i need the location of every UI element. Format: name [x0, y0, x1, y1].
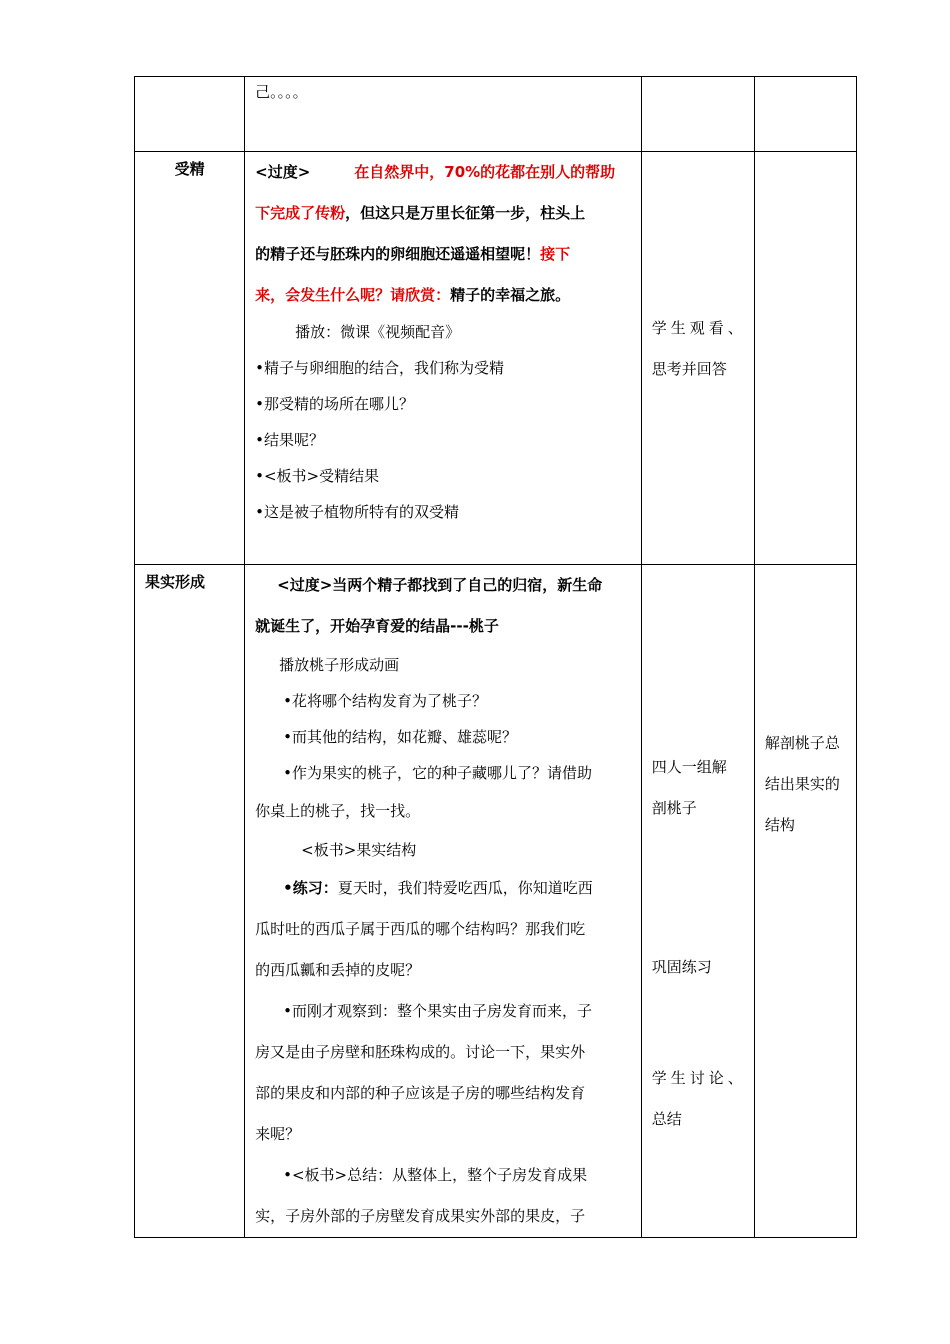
- design-purpose-cell: [754, 565, 856, 1238]
- content-cell: [245, 565, 642, 1238]
- student-activity-line: 总结: [651, 1110, 682, 1128]
- list-item: •作为果实的桃子，它的种子藏哪儿了？请借助: [283, 764, 592, 782]
- student-activity-cell: [641, 565, 754, 1238]
- design-purpose-line: 结出果实的: [764, 775, 840, 793]
- lesson-plan-table: [134, 76, 857, 1238]
- transition-line: 来，会发生什么呢？请欣赏：精子的幸福之旅。: [255, 286, 571, 304]
- observation-line: 房又是由子房壁和胚珠构成的。讨论一下，果实外: [255, 1043, 586, 1061]
- transition-line: <过度>当两个精子都找到了自己的归宿，新生命: [277, 576, 603, 594]
- list-item: •而其他的结构，如花瓣、雄蕊呢？: [283, 728, 517, 746]
- student-activity-line: 巩固练习: [651, 958, 712, 976]
- list-item-continuation: 你桌上的桃子，找一找。: [255, 802, 421, 820]
- list-item: •精子与卵细胞的结合，我们称为受精: [255, 359, 504, 377]
- transition-line: <过度> 在自然界中，70%的花都在别人的帮助: [255, 163, 616, 181]
- table-row: [135, 77, 857, 152]
- list-item: •结果呢？: [255, 431, 324, 449]
- observation-line: •而刚才观察到：整个果实由子房发育而来，子: [283, 1002, 592, 1020]
- table-row: [135, 565, 857, 1238]
- transition-line: 下完成了传粉，但这只是万里长征第一步，柱头上: [255, 204, 586, 222]
- stage-cell: [135, 152, 245, 565]
- stage-cell: [135, 565, 245, 1238]
- list-item: •<板书>受精结果: [255, 467, 380, 485]
- design-purpose-cell: [754, 152, 856, 565]
- exercise-line: 瓜时吐的西瓜子属于西瓜的哪个结构吗？那我们吃: [255, 920, 586, 938]
- student-activity-cell: [641, 152, 754, 565]
- student-activity-line: 学生讨论、: [651, 1069, 747, 1087]
- student-activity-line: 剖桃子: [651, 799, 697, 817]
- stage-label: 受精: [174, 160, 205, 178]
- list-item: •那受精的场所在哪儿？: [255, 395, 414, 413]
- observation-line: 部的果皮和内部的种子应该是子房的哪些结构发育: [255, 1084, 586, 1102]
- content-cell: [245, 77, 642, 152]
- transition-line: 就诞生了，开始孕育爱的结晶---桃子: [255, 617, 499, 635]
- summary-line: •<板书>总结：从整体上，整个子房发育成果: [283, 1166, 588, 1184]
- list-item: •花将哪个结构发育为了桃子？: [283, 692, 487, 710]
- summary-line: 实，子房外部的子房壁发育成果实外部的果皮，子: [255, 1207, 586, 1225]
- student-activity-cell: [641, 77, 754, 152]
- design-purpose-cell: [754, 77, 856, 152]
- exercise-line: 的西瓜瓤和丢掉的皮呢？: [255, 961, 421, 979]
- table-row: [135, 152, 857, 565]
- content-line: 己。。。。: [255, 83, 308, 101]
- student-activity-line: 学生观看、: [651, 319, 747, 337]
- transition-line: 的精子还与胚珠内的卵细胞还遥遥相望呢！接下: [255, 245, 571, 263]
- design-purpose-line: 结构: [764, 816, 795, 834]
- design-purpose-line: 解剖桃子总: [764, 734, 840, 752]
- play-instruction: 播放：微课《视频配音》: [295, 323, 461, 341]
- student-activity-line: 思考并回答: [651, 360, 727, 378]
- content-cell: [245, 152, 642, 565]
- stage-cell: [135, 77, 245, 152]
- play-instruction: 播放桃子形成动画: [279, 656, 400, 674]
- stage-label: 果实形成: [145, 573, 206, 591]
- exercise-line: •练习：夏天时，我们特爱吃西瓜，你知道吃西: [283, 879, 593, 897]
- list-item: •这是被子植物所特有的双受精: [255, 503, 459, 521]
- observation-line: 来呢？: [255, 1125, 301, 1143]
- board-note: <板书>果实结构: [301, 841, 417, 859]
- student-activity-line: 四人一组解: [651, 758, 727, 776]
